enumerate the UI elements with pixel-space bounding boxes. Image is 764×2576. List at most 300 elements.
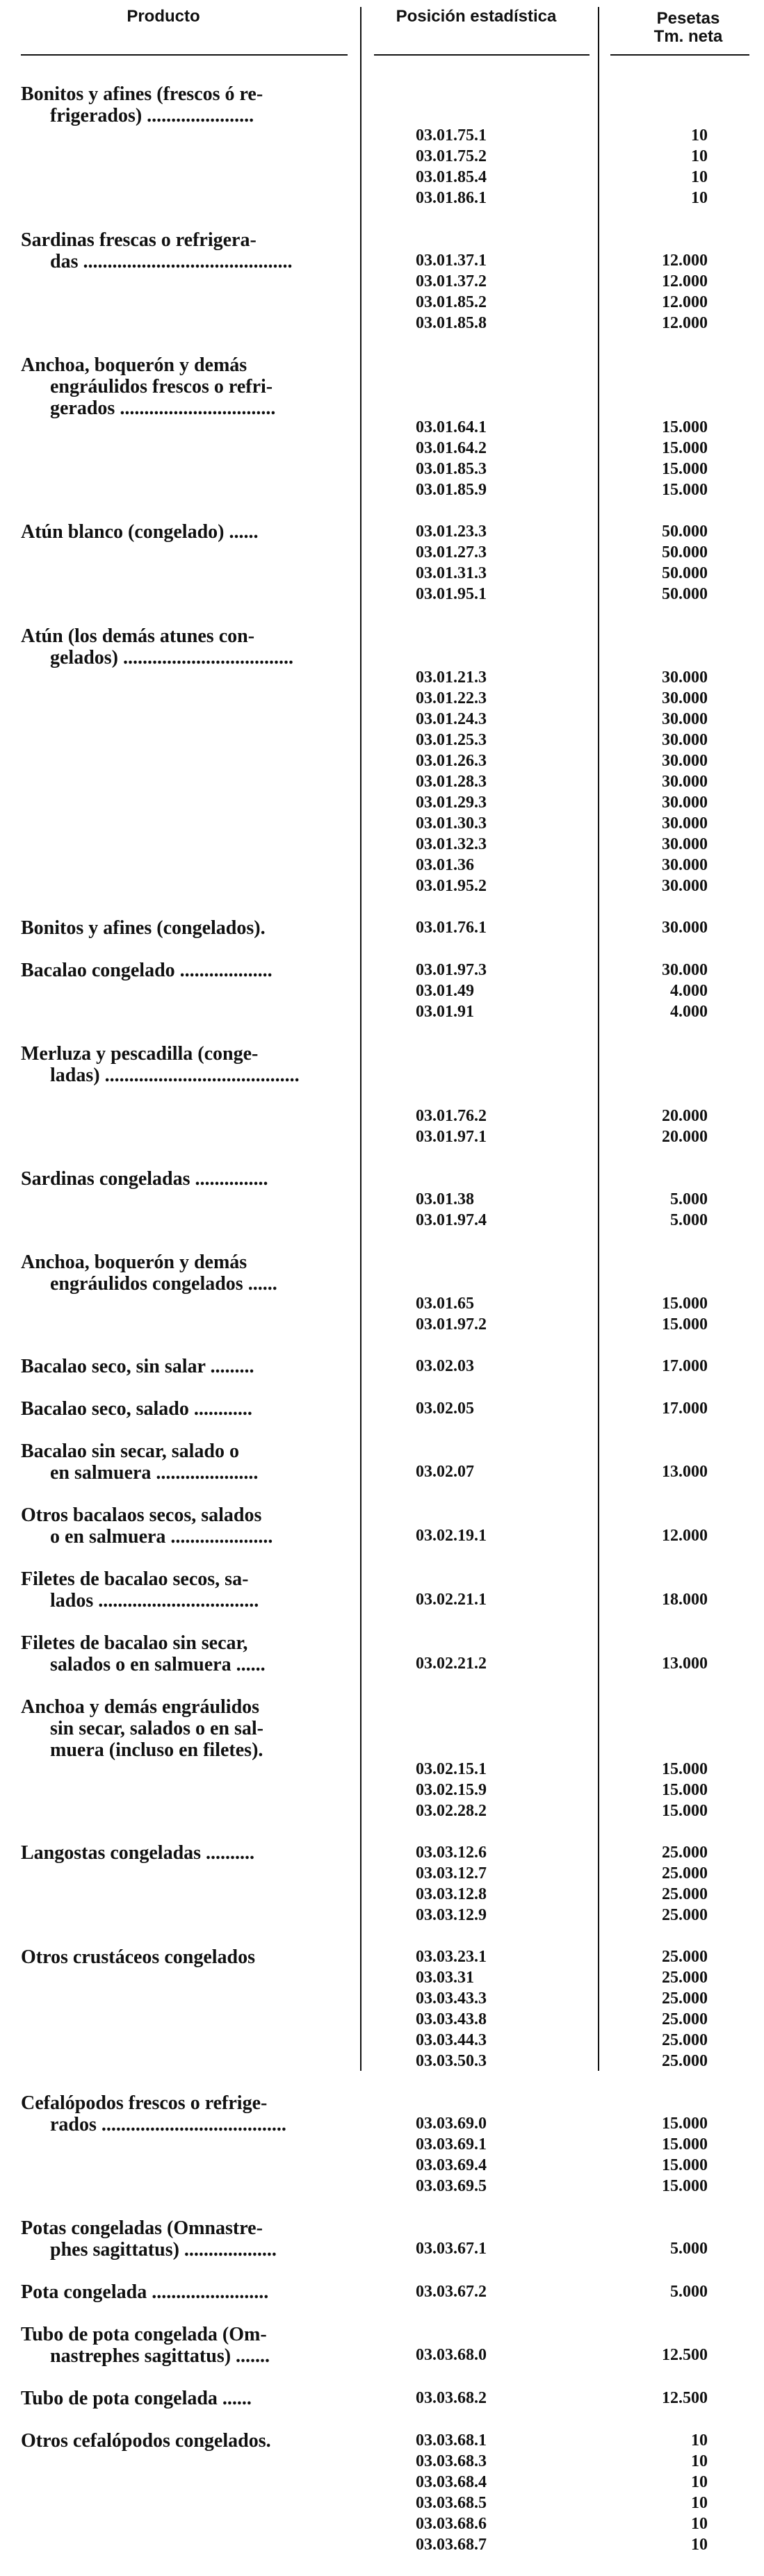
table-row	[0, 2092, 764, 2197]
code-row	[416, 438, 708, 459]
code-list	[416, 2092, 708, 2197]
pesetas-value: 12.500	[662, 2346, 708, 2364]
product-name	[21, 1398, 348, 1420]
product-name-line: Sardinas congeladas ...............	[21, 1168, 268, 1190]
pesetas-value: 30.000	[662, 961, 708, 979]
code-row	[416, 709, 708, 730]
posicion-estadistica: 03.01.65	[416, 1295, 474, 1313]
table-row	[0, 1441, 764, 1484]
code-row	[416, 1653, 708, 1674]
product-name	[21, 1441, 348, 1484]
pesetas-value: 12.000	[662, 293, 708, 311]
posicion-estadistica: 03.02.15.1	[416, 1760, 487, 1778]
posicion-estadistica: 03.02.07	[416, 1463, 474, 1481]
product-name-line: Tubo de pota congelada ......	[21, 2388, 252, 2409]
header-pesetas-line1: Pesetas	[656, 9, 720, 28]
code-row	[416, 1189, 708, 1210]
posicion-estadistica: 03.03.68.5	[416, 2494, 487, 2512]
code-list	[416, 1696, 708, 1821]
table-row	[0, 229, 764, 334]
pesetas-value: 18.000	[662, 1591, 708, 1609]
product-name	[21, 2324, 348, 2367]
table-row	[0, 354, 764, 500]
pesetas-value: 15.000	[662, 2177, 708, 2195]
pesetas-value: 15.000	[662, 481, 708, 499]
code-row	[416, 960, 708, 981]
product-name-line: Anchoa, boquerón y demás	[21, 354, 247, 376]
pesetas-value: 5.000	[670, 1211, 708, 1229]
code-row	[416, 1884, 708, 1905]
posicion-estadistica: 03.01.76.1	[416, 919, 487, 937]
code-row	[416, 313, 708, 334]
code-list	[416, 1504, 708, 1546]
pesetas-value: 12.000	[662, 252, 708, 270]
posicion-estadistica: 03.03.12.8	[416, 1885, 487, 1903]
code-row	[416, 2451, 708, 2472]
pesetas-value: 20.000	[662, 1107, 708, 1125]
posicion-estadistica: 03.03.12.7	[416, 1864, 487, 1882]
code-row	[416, 1759, 708, 1780]
pesetas-value: 10	[691, 2515, 708, 2533]
pesetas-value: 12.500	[662, 2389, 708, 2407]
product-name-line: muera (incluso en filetes).	[50, 1739, 263, 1761]
posicion-estadistica: 03.03.69.0	[416, 2115, 487, 2133]
product-name	[21, 1252, 348, 1295]
table-row	[0, 917, 764, 939]
posicion-estadistica: 03.01.21.3	[416, 668, 487, 687]
pesetas-value: 25.000	[662, 1990, 708, 2008]
pesetas-value: 15.000	[662, 439, 708, 457]
product-name-line: en salmuera .....................	[50, 1462, 259, 1484]
table-row	[0, 1043, 764, 1147]
pesetas-value: 5.000	[670, 2240, 708, 2258]
posicion-estadistica: 03.03.23.1	[416, 1948, 487, 1966]
code-row	[416, 917, 708, 938]
table-body	[0, 83, 764, 2576]
code-list	[416, 83, 708, 208]
posicion-estadistica: 03.03.69.5	[416, 2177, 487, 2195]
code-row	[416, 981, 708, 1001]
posicion-estadistica: 03.01.97.3	[416, 961, 487, 979]
code-row	[416, 2176, 708, 2197]
product-name	[21, 1842, 348, 1864]
code-row	[416, 1314, 708, 1335]
code-row	[416, 730, 708, 750]
code-row	[416, 2513, 708, 2534]
pesetas-value: 25.000	[662, 1885, 708, 1903]
header-producto: Producto	[127, 7, 200, 26]
code-row	[416, 2345, 708, 2365]
code-list	[416, 2217, 708, 2259]
product-name-line: Cefalópodos frescos o refrige-	[21, 2092, 268, 2114]
table-row	[0, 2281, 764, 2303]
product-name-line: o en salmuera .....................	[50, 1526, 273, 1548]
code-row	[416, 750, 708, 771]
code-row	[416, 584, 708, 605]
code-row	[416, 2009, 708, 2030]
posicion-estadistica: 03.01.30.3	[416, 814, 487, 832]
product-name	[21, 1632, 348, 1675]
posicion-estadistica: 03.01.23.3	[416, 523, 487, 541]
code-row	[416, 1398, 708, 1419]
product-name	[21, 2092, 348, 2135]
table-row	[0, 2388, 764, 2409]
product-name-line: ladas) ........................................	[50, 1065, 300, 1086]
posicion-estadistica: 03.03.68.0	[416, 2346, 487, 2364]
posicion-estadistica: 03.01.95.1	[416, 585, 487, 603]
pesetas-value: 10	[691, 2431, 708, 2450]
table-row	[0, 1842, 764, 1926]
code-list	[416, 1168, 708, 1231]
posicion-estadistica: 03.03.31	[416, 1969, 474, 1987]
table-row	[0, 1168, 764, 1231]
posicion-estadistica: 03.01.22.3	[416, 689, 487, 707]
table-row	[0, 960, 764, 1022]
code-row	[416, 1780, 708, 1800]
table-row	[0, 2324, 764, 2367]
posicion-estadistica: 03.02.19.1	[416, 1527, 487, 1545]
product-name	[21, 1168, 348, 1190]
product-name	[21, 83, 348, 126]
table-row	[0, 1504, 764, 1548]
pesetas-value: 15.000	[662, 418, 708, 436]
header-pesetas-line2: Tm. neta	[653, 27, 723, 46]
product-name-line: Bacalao congelado ...................	[21, 960, 273, 981]
product-name-line: Merluza y pescadilla (conge-	[21, 1043, 259, 1065]
table-row	[0, 83, 764, 208]
product-name-line: Bacalao seco, salado ............	[21, 1398, 252, 1420]
pesetas-value: 12.000	[662, 272, 708, 290]
table-row	[0, 1568, 764, 1611]
product-name	[21, 2217, 348, 2261]
header-rule	[374, 54, 590, 56]
code-list	[416, 1568, 708, 1610]
pesetas-value: 5.000	[670, 1190, 708, 1208]
code-row	[416, 1946, 708, 1967]
table-row	[0, 2217, 764, 2261]
product-name-line: Anchoa, boquerón y demás	[21, 1252, 247, 1273]
posicion-estadistica: 03.01.38	[416, 1190, 474, 1208]
code-row	[416, 2472, 708, 2493]
posicion-estadistica: 03.01.28.3	[416, 773, 487, 791]
pesetas-value: 25.000	[662, 2031, 708, 2049]
code-row	[416, 125, 708, 146]
posicion-estadistica: 03.01.85.2	[416, 293, 487, 311]
posicion-estadistica: 03.01.27.3	[416, 543, 487, 561]
code-list	[416, 2430, 708, 2555]
product-name	[21, 1696, 348, 1761]
product-name-line: Bacalao seco, sin salar .........	[21, 1356, 254, 1377]
code-row	[416, 855, 708, 876]
pesetas-value: 30.000	[662, 731, 708, 749]
pesetas-value: 15.000	[662, 1760, 708, 1778]
posicion-estadistica: 03.02.05	[416, 1400, 474, 1418]
table-row	[0, 521, 764, 605]
code-row	[416, 250, 708, 271]
code-row	[416, 1905, 708, 1926]
header-pesetas	[629, 10, 747, 46]
code-list	[416, 354, 708, 500]
code-row	[416, 2430, 708, 2451]
posicion-estadistica: 03.01.29.3	[416, 794, 487, 812]
code-row	[416, 1356, 708, 1377]
code-row	[416, 667, 708, 688]
posicion-estadistica: 03.01.75.2	[416, 147, 487, 165]
code-row	[416, 2134, 708, 2155]
code-row	[416, 459, 708, 479]
product-name	[21, 1043, 348, 1086]
product-name	[21, 2430, 348, 2452]
product-name	[21, 229, 348, 272]
code-row	[416, 188, 708, 208]
code-row	[416, 1842, 708, 1863]
pesetas-value: 30.000	[662, 752, 708, 770]
product-name-line: Sardinas frescas o refrigera-	[21, 229, 257, 251]
pesetas-value: 10	[691, 2536, 708, 2554]
posicion-estadistica: 03.01.97.1	[416, 1128, 487, 1146]
posicion-estadistica: 03.01.85.8	[416, 314, 487, 332]
code-row	[416, 1525, 708, 1546]
pesetas-value: 13.000	[662, 1463, 708, 1481]
code-list	[416, 1946, 708, 2072]
pesetas-value: 5.000	[670, 2283, 708, 2301]
posicion-estadistica: 03.01.36	[416, 856, 474, 874]
code-row	[416, 792, 708, 813]
posicion-estadistica: 03.03.68.7	[416, 2536, 487, 2554]
pesetas-value: 25.000	[662, 1969, 708, 1987]
product-name-line: Tubo de pota congelada (Om-	[21, 2324, 267, 2345]
table-row	[0, 625, 764, 896]
posicion-estadistica: 03.01.37.1	[416, 252, 487, 270]
product-name-line: frigerados) ......................	[50, 105, 254, 126]
pesetas-value: 17.000	[662, 1357, 708, 1375]
table-row	[0, 1946, 764, 2072]
posicion-estadistica: 03.01.49	[416, 982, 474, 1000]
code-row	[416, 271, 708, 292]
code-list	[416, 2324, 708, 2365]
product-name-line: Filetes de bacalao sin secar,	[21, 1632, 248, 1654]
header-posicion: Posición estadística	[396, 7, 557, 26]
posicion-estadistica: 03.01.85.3	[416, 460, 487, 478]
code-row	[416, 688, 708, 709]
code-row	[416, 1461, 708, 1482]
code-row	[416, 2388, 708, 2409]
product-name-line: nastrephes sagittatus) .......	[50, 2345, 270, 2367]
product-name-line: gelados) ...................................	[50, 647, 293, 668]
code-row	[416, 1863, 708, 1884]
code-row	[416, 1589, 708, 1610]
posicion-estadistica: 03.01.97.2	[416, 1315, 487, 1334]
product-name-line: Atún (los demás atunes con-	[21, 625, 255, 647]
pesetas-value: 25.000	[662, 1906, 708, 1924]
pesetas-value: 10	[691, 2473, 708, 2491]
posicion-estadistica: 03.03.69.4	[416, 2156, 487, 2174]
pesetas-value: 30.000	[662, 835, 708, 853]
product-name-line: das ...........................................	[50, 251, 293, 272]
product-name-line: phes sagittatus) ...................	[50, 2239, 277, 2261]
code-row	[416, 417, 708, 438]
product-name-line: rados ......................................	[50, 2114, 286, 2135]
code-row	[416, 1210, 708, 1231]
product-name-line: lados .................................	[50, 1590, 259, 1611]
product-name	[21, 1356, 348, 1377]
posicion-estadistica: 03.03.68.6	[416, 2515, 487, 2533]
code-row	[416, 563, 708, 584]
posicion-estadistica: 03.03.12.6	[416, 1844, 487, 1862]
product-name	[21, 1568, 348, 1611]
pesetas-value: 10	[691, 168, 708, 186]
pesetas-value: 15.000	[662, 2135, 708, 2153]
posicion-estadistica: 03.01.32.3	[416, 835, 487, 853]
code-row	[416, 2155, 708, 2176]
code-row	[416, 292, 708, 313]
code-row	[416, 146, 708, 167]
product-name-line: Langostas congeladas ..........	[21, 1842, 255, 1864]
table-row	[0, 2430, 764, 2555]
product-name	[21, 917, 348, 939]
code-row	[416, 167, 708, 188]
posicion-estadistica: 03.02.03	[416, 1357, 474, 1375]
code-row	[416, 1967, 708, 1988]
product-name	[21, 354, 348, 419]
pesetas-value: 25.000	[662, 2010, 708, 2028]
code-list	[416, 1043, 708, 1147]
product-name-line: Bacalao sin secar, salado o	[21, 1441, 239, 1462]
posicion-estadistica: 03.01.37.2	[416, 272, 487, 290]
posicion-estadistica: 03.02.28.2	[416, 1802, 487, 1820]
code-row	[416, 2281, 708, 2302]
header-rule	[21, 54, 348, 56]
pesetas-value: 10	[691, 2452, 708, 2470]
posicion-estadistica: 03.03.43.8	[416, 2010, 487, 2028]
posicion-estadistica: 03.01.97.4	[416, 1211, 487, 1229]
pesetas-value: 4.000	[670, 1003, 708, 1021]
code-row	[416, 2113, 708, 2134]
product-name	[21, 2388, 348, 2409]
pesetas-value: 13.000	[662, 1655, 708, 1673]
posicion-estadistica: 03.03.50.3	[416, 2052, 487, 2070]
product-name-line: engráulidos congelados ......	[50, 1273, 277, 1295]
pesetas-value: 25.000	[662, 1948, 708, 1966]
pesetas-value: 25.000	[662, 1844, 708, 1862]
product-name	[21, 960, 348, 981]
pesetas-value: 15.000	[662, 460, 708, 478]
pesetas-value: 25.000	[662, 2052, 708, 2070]
posicion-estadistica: 03.03.67.1	[416, 2240, 487, 2258]
code-list	[416, 2388, 708, 2409]
table-row	[0, 1696, 764, 1821]
product-name-line: Otros bacalaos secos, salados	[21, 1504, 262, 1526]
posicion-estadistica: 03.01.25.3	[416, 731, 487, 749]
posicion-estadistica: 03.02.21.1	[416, 1591, 487, 1609]
posicion-estadistica: 03.03.67.2	[416, 2283, 487, 2301]
code-row	[416, 2493, 708, 2513]
posicion-estadistica: 03.01.76.2	[416, 1107, 487, 1125]
pesetas-value: 20.000	[662, 1128, 708, 1146]
pesetas-value: 50.000	[662, 523, 708, 541]
product-name-line: Otros cefalópodos congelados.	[21, 2430, 271, 2452]
product-name-line: Anchoa y demás engráulidos	[21, 1696, 260, 1718]
pesetas-value: 30.000	[662, 689, 708, 707]
code-row	[416, 2051, 708, 2072]
posicion-estadistica: 03.03.68.1	[416, 2431, 487, 2450]
pesetas-value: 10	[691, 126, 708, 145]
product-name-line: salados o en salmuera ......	[50, 1654, 266, 1675]
product-name	[21, 1946, 348, 1968]
code-row	[416, 1988, 708, 2009]
pesetas-value: 30.000	[662, 710, 708, 728]
code-row	[416, 1126, 708, 1147]
pesetas-value: 30.000	[662, 773, 708, 791]
posicion-estadistica: 03.01.95.2	[416, 877, 487, 895]
pesetas-value: 17.000	[662, 1400, 708, 1418]
posicion-estadistica: 03.01.86.1	[416, 189, 487, 207]
pesetas-value: 30.000	[662, 668, 708, 687]
pesetas-value: 30.000	[662, 919, 708, 937]
product-name-line: Otros crustáceos congelados	[21, 1946, 255, 1968]
code-row	[416, 876, 708, 896]
pesetas-value: 10	[691, 2494, 708, 2512]
product-name-line: Bonitos y afines (congelados).	[21, 917, 266, 939]
posicion-estadistica: 03.01.75.1	[416, 126, 487, 145]
posicion-estadistica: 03.03.43.3	[416, 1990, 487, 2008]
pesetas-value: 10	[691, 147, 708, 165]
posicion-estadistica: 03.01.64.2	[416, 439, 487, 457]
pesetas-value: 15.000	[662, 1295, 708, 1313]
code-row	[416, 521, 708, 542]
product-name	[21, 1504, 348, 1548]
posicion-estadistica: 03.03.68.3	[416, 2452, 487, 2470]
pesetas-value: 30.000	[662, 877, 708, 895]
pesetas-value: 15.000	[662, 1802, 708, 1820]
posicion-estadistica: 03.02.15.9	[416, 1781, 487, 1799]
code-list	[416, 917, 708, 938]
product-name	[21, 521, 348, 543]
posicion-estadistica: 03.01.31.3	[416, 564, 487, 582]
pesetas-value: 30.000	[662, 856, 708, 874]
table-row	[0, 1356, 764, 1377]
posicion-estadistica: 03.03.12.9	[416, 1906, 487, 1924]
product-name-line: engráulidos frescos o refri-	[50, 376, 273, 397]
code-list	[416, 1252, 708, 1335]
table-row	[0, 1398, 764, 1420]
code-row	[416, 1001, 708, 1022]
pesetas-value: 15.000	[662, 2156, 708, 2174]
posicion-estadistica: 03.03.68.4	[416, 2473, 487, 2491]
posicion-estadistica: 03.01.85.9	[416, 481, 487, 499]
code-list	[416, 1441, 708, 1482]
pesetas-value: 4.000	[670, 982, 708, 1000]
product-name-line: Pota congelada ........................	[21, 2281, 269, 2303]
pesetas-value: 12.000	[662, 314, 708, 332]
product-name-line: gerados ................................	[50, 397, 276, 419]
posicion-estadistica: 03.02.21.2	[416, 1655, 487, 1673]
product-name-line: Atún blanco (congelado) ......	[21, 521, 259, 543]
pesetas-value: 30.000	[662, 794, 708, 812]
posicion-estadistica: 03.01.85.4	[416, 168, 487, 186]
code-list	[416, 960, 708, 1022]
code-list	[416, 521, 708, 605]
code-row	[416, 834, 708, 855]
code-row	[416, 1106, 708, 1126]
code-row	[416, 813, 708, 834]
table-row	[0, 1252, 764, 1335]
posicion-estadistica: 03.03.68.2	[416, 2389, 487, 2407]
code-list	[416, 1842, 708, 1926]
code-row	[416, 542, 708, 563]
code-list	[416, 625, 708, 896]
posicion-estadistica: 03.01.64.1	[416, 418, 487, 436]
